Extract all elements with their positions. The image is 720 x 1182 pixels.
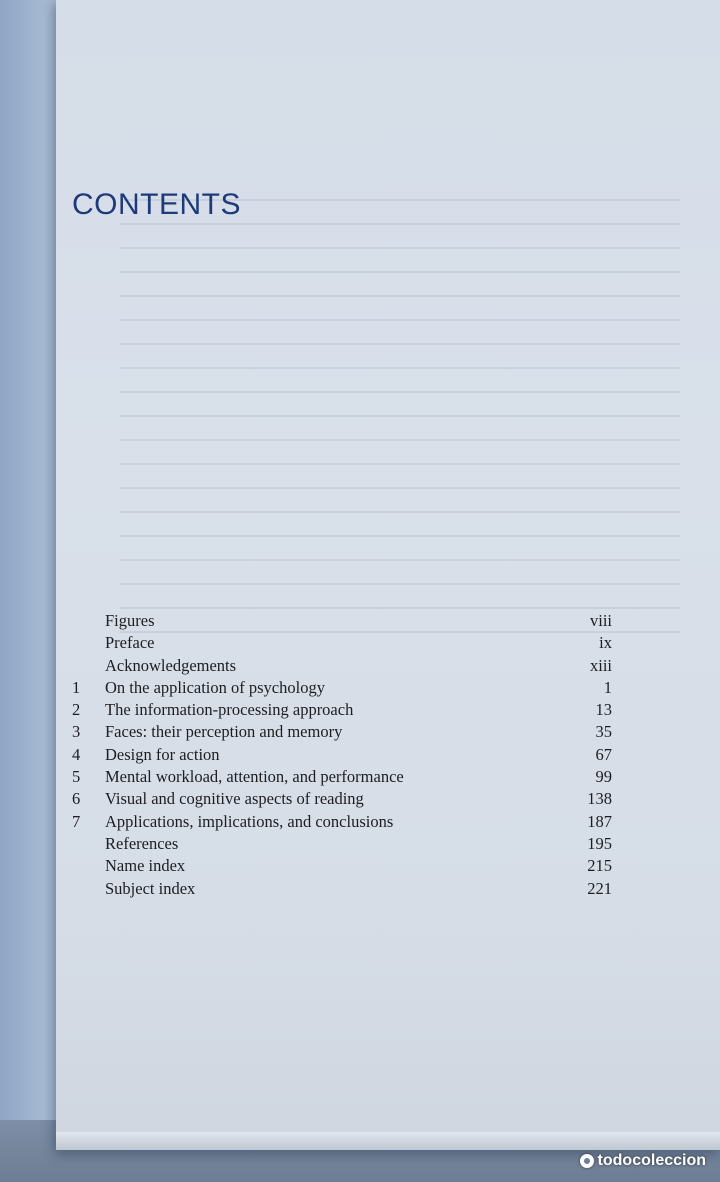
chapter-number: 1 bbox=[72, 677, 81, 697]
entry-title: Applications, implications, and conclusions bbox=[105, 811, 394, 831]
entry-title: Figures bbox=[105, 611, 155, 630]
toc-entry bbox=[72, 833, 612, 855]
entry-title: Design for action bbox=[105, 744, 220, 764]
entry-title: On the application of psychology bbox=[105, 677, 325, 697]
chapter-number: 4 bbox=[72, 744, 81, 764]
chapter-number: 6 bbox=[72, 789, 81, 809]
watermark-logo-icon bbox=[580, 1154, 594, 1168]
toc-entry bbox=[72, 878, 612, 900]
page-number: 67 bbox=[595, 744, 612, 764]
toc-entry bbox=[72, 632, 612, 654]
table-of-contents bbox=[72, 610, 612, 900]
page-number: 1 bbox=[603, 677, 612, 697]
entry-title: Acknowledgements bbox=[105, 655, 237, 675]
entry-title: Visual and cognitive aspects of reading bbox=[105, 789, 364, 809]
entry-title: Preface bbox=[105, 633, 155, 653]
page-number: 215 bbox=[587, 856, 612, 876]
entry-title: Faces: their perception and memory bbox=[105, 722, 343, 742]
page-number: 187 bbox=[587, 811, 612, 831]
entry-title: References bbox=[105, 833, 179, 853]
toc-entry bbox=[72, 677, 612, 699]
entry-title: Mental workload, attention, and performance bbox=[105, 767, 404, 787]
toc-entry bbox=[72, 655, 612, 677]
contents-heading: CONTENTS bbox=[72, 188, 241, 221]
toc-entry bbox=[72, 788, 612, 810]
page-number: 138 bbox=[587, 789, 612, 809]
page-number: 13 bbox=[595, 700, 612, 720]
toc-entry bbox=[72, 610, 612, 632]
page-number: ix bbox=[599, 633, 612, 653]
watermark bbox=[580, 1152, 706, 1170]
entry-title: Name index bbox=[105, 856, 186, 876]
entry-title: Subject index bbox=[105, 878, 196, 898]
toc-entry bbox=[72, 766, 612, 788]
chapter-number: 7 bbox=[72, 811, 81, 831]
page-number: 35 bbox=[595, 722, 612, 742]
entry-title: The information-processing approach bbox=[105, 700, 354, 720]
page-number: 99 bbox=[595, 767, 612, 787]
toc-entry bbox=[72, 721, 612, 743]
toc-entry bbox=[72, 855, 612, 877]
toc-entry bbox=[72, 811, 612, 833]
page-number: viii bbox=[589, 611, 612, 630]
page-edge bbox=[56, 1132, 720, 1150]
book-page bbox=[56, 0, 720, 1150]
chapter-number: 3 bbox=[72, 722, 81, 742]
toc-entry bbox=[72, 744, 612, 766]
chapter-number: 5 bbox=[72, 767, 81, 787]
page-number: 221 bbox=[587, 878, 612, 898]
page-number: xiii bbox=[589, 655, 612, 675]
chapter-number: 2 bbox=[72, 700, 81, 720]
toc-entry bbox=[72, 699, 612, 721]
watermark-text: todocoleccion bbox=[597, 1152, 706, 1169]
page-number: 195 bbox=[587, 833, 612, 853]
